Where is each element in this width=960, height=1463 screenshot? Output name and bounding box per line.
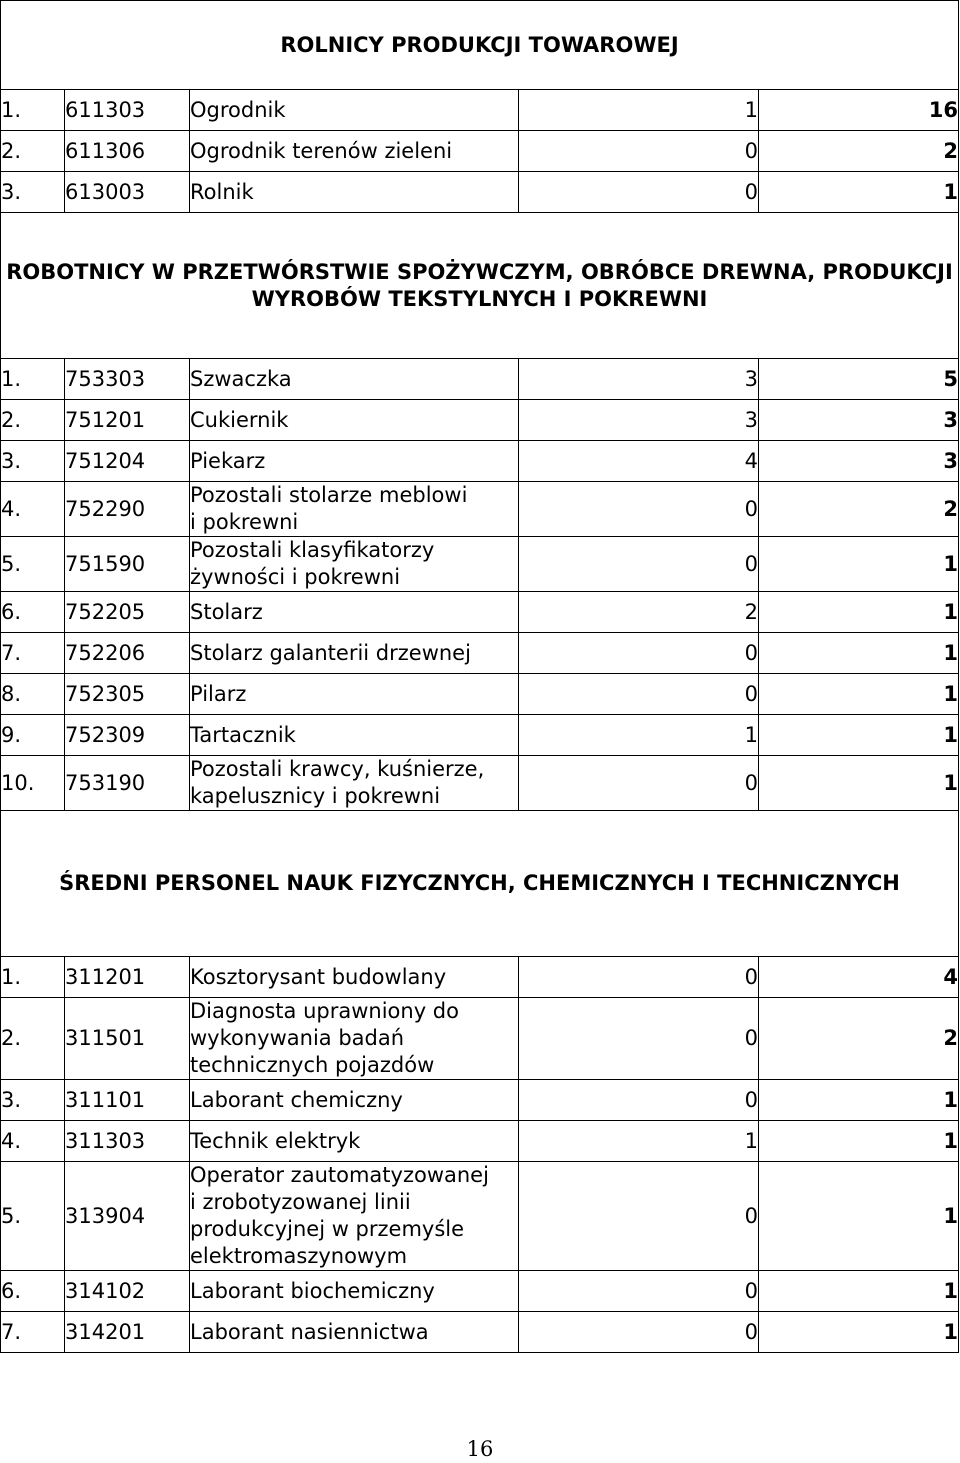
- value-b: 4: [759, 957, 959, 998]
- value-a: 1: [519, 715, 759, 756]
- occupation-code: 753190: [65, 756, 190, 811]
- occupation-name-line: i pokrewni: [190, 510, 299, 534]
- value-b: 1: [759, 592, 959, 633]
- occupation-name: Technik elektryk: [190, 1121, 519, 1162]
- table-row: [1, 592, 959, 633]
- occupation-code: 314102: [65, 1271, 190, 1312]
- occupation-code: 751204: [65, 441, 190, 482]
- value-b: 1: [759, 172, 959, 213]
- section-header: [1, 811, 959, 957]
- table-row: [1, 131, 959, 172]
- table-row: [1, 715, 959, 756]
- occupation-code: 751590: [65, 537, 190, 592]
- row-number: 2.: [1, 400, 65, 441]
- section-header: [1, 213, 959, 359]
- occupation-name: Rolnik: [190, 172, 519, 213]
- row-number: 5.: [1, 537, 65, 592]
- occupation-name: [190, 998, 519, 1080]
- table-row: [1, 756, 959, 811]
- occupation-code: 611303: [65, 90, 190, 131]
- occupation-name-line: wykonywania badań: [190, 1026, 405, 1050]
- value-b: 1: [759, 1162, 959, 1271]
- section-title-line: ROBOTNICY W PRZETWÓRSTWIE SPOŻYWCZYM, OBRÓBCE DREWNA, PRODUKCJI: [6, 259, 953, 284]
- value-b: 1: [759, 633, 959, 674]
- occupation-name: Tartacznik: [190, 715, 519, 756]
- table-row: [1, 400, 959, 441]
- occupation-name: Laborant nasiennictwa: [190, 1312, 519, 1353]
- value-a: 0: [519, 998, 759, 1080]
- occupation-name: Szwaczka: [190, 359, 519, 400]
- occupation-name: Pilarz: [190, 674, 519, 715]
- occupation-name: Kosztorysant budowlany: [190, 957, 519, 998]
- occupation-name: Stolarz galanterii drzewnej: [190, 633, 519, 674]
- value-b: 1: [759, 674, 959, 715]
- table-row: [1, 1271, 959, 1312]
- value-b: 1: [759, 537, 959, 592]
- value-b: 1: [759, 1121, 959, 1162]
- occupation-code: 752205: [65, 592, 190, 633]
- occupation-name: [190, 1162, 519, 1271]
- value-a: 0: [519, 674, 759, 715]
- value-b: 1: [759, 715, 959, 756]
- table-row: [1, 957, 959, 998]
- row-number: 4.: [1, 482, 65, 537]
- occupation-code: 753303: [65, 359, 190, 400]
- value-b: 3: [759, 441, 959, 482]
- occupation-code: 311201: [65, 957, 190, 998]
- occupation-code: 752309: [65, 715, 190, 756]
- row-number: 3.: [1, 1080, 65, 1121]
- row-number: 1.: [1, 90, 65, 131]
- row-number: 5.: [1, 1162, 65, 1271]
- occupation-code: 311303: [65, 1121, 190, 1162]
- occupation-name-line: Diagnosta uprawniony do: [190, 999, 459, 1023]
- occupation-code: 751201: [65, 400, 190, 441]
- value-b: 2: [759, 482, 959, 537]
- table-row: [1, 172, 959, 213]
- value-a: 0: [519, 1312, 759, 1353]
- occupation-name-line: elektromaszynowym: [190, 1244, 408, 1268]
- occupation-code: 313904: [65, 1162, 190, 1271]
- occupation-name: [190, 482, 519, 537]
- row-number: 7.: [1, 633, 65, 674]
- occupation-code: 314201: [65, 1312, 190, 1353]
- table-row: [1, 1121, 959, 1162]
- row-number: 4.: [1, 1121, 65, 1162]
- occupation-name: Laborant biochemiczny: [190, 1271, 519, 1312]
- occupation-name-line: technicznych pojazdów: [190, 1053, 435, 1077]
- table-row: [1, 537, 959, 592]
- occupation-name: Stolarz: [190, 592, 519, 633]
- value-b: 2: [759, 998, 959, 1080]
- value-a: 2: [519, 592, 759, 633]
- value-b: 1: [759, 1271, 959, 1312]
- value-b: 1: [759, 1312, 959, 1353]
- occupation-name-line: produkcyjnej w przemyśle: [190, 1217, 465, 1241]
- section-title: [1, 213, 959, 359]
- row-number: 8.: [1, 674, 65, 715]
- value-a: 0: [519, 756, 759, 811]
- value-a: 0: [519, 633, 759, 674]
- section-title: ROLNICY PRODUKCJI TOWAROWEJ: [1, 1, 959, 90]
- value-a: 0: [519, 957, 759, 998]
- occupation-name: [190, 537, 519, 592]
- occupation-name: Cukiernik: [190, 400, 519, 441]
- page-number: 16: [466, 1437, 494, 1461]
- value-a: 0: [519, 172, 759, 213]
- occupation-name: Ogrodnik terenów zieleni: [190, 131, 519, 172]
- section-title-line: WYROBÓW TEKSTYLNYCH I POKREWNI: [251, 286, 708, 311]
- row-number: 3.: [1, 172, 65, 213]
- table-row: [1, 90, 959, 131]
- row-number: 7.: [1, 1312, 65, 1353]
- occupation-name-line: żywności i pokrewni: [190, 565, 401, 589]
- table-row: [1, 674, 959, 715]
- occupation-code: 311101: [65, 1080, 190, 1121]
- table-row: [1, 482, 959, 537]
- row-number: 10.: [1, 756, 65, 811]
- row-number: 6.: [1, 592, 65, 633]
- occupation-name-line: Pozostali stolarze meblowi: [190, 483, 468, 507]
- occupation-name-line: i zrobotyzowanej linii: [190, 1190, 411, 1214]
- occupation-code: 752290: [65, 482, 190, 537]
- table-row: [1, 359, 959, 400]
- row-number: 6.: [1, 1271, 65, 1312]
- row-number: 9.: [1, 715, 65, 756]
- occupation-code: 613003: [65, 172, 190, 213]
- occupation-name: Ogrodnik: [190, 90, 519, 131]
- occupation-name-line: Operator zautomatyzowanej: [190, 1163, 489, 1187]
- value-a: 0: [519, 1162, 759, 1271]
- section-title: ŚREDNI PERSONEL NAUK FIZYCZNYCH, CHEMICZNYCH I TECHNICZNYCH: [1, 811, 959, 957]
- table-row: [1, 1162, 959, 1271]
- value-a: 3: [519, 359, 759, 400]
- occupation-name: Piekarz: [190, 441, 519, 482]
- value-a: 1: [519, 90, 759, 131]
- table-row: [1, 441, 959, 482]
- row-number: 1.: [1, 359, 65, 400]
- occupation-name: Laborant chemiczny: [190, 1080, 519, 1121]
- value-b: 5: [759, 359, 959, 400]
- row-number: 2.: [1, 998, 65, 1080]
- occupation-code: 611306: [65, 131, 190, 172]
- value-a: 4: [519, 441, 759, 482]
- value-a: 0: [519, 131, 759, 172]
- value-b: 1: [759, 1080, 959, 1121]
- section-header: [1, 1, 959, 90]
- occupation-code: 311501: [65, 998, 190, 1080]
- table-row: [1, 633, 959, 674]
- value-a: 0: [519, 482, 759, 537]
- row-number: 2.: [1, 131, 65, 172]
- occupation-name-line: Pozostali krawcy, kuśnierze,: [190, 757, 485, 781]
- row-number: 1.: [1, 957, 65, 998]
- value-b: 3: [759, 400, 959, 441]
- value-a: 0: [519, 1271, 759, 1312]
- occupation-name-line: Pozostali klasyfikatorzy: [190, 538, 435, 562]
- value-a: 0: [519, 537, 759, 592]
- value-b: 1: [759, 756, 959, 811]
- table-row: [1, 998, 959, 1080]
- value-a: 0: [519, 1080, 759, 1121]
- row-number: 3.: [1, 441, 65, 482]
- occupation-code: 752305: [65, 674, 190, 715]
- value-a: 1: [519, 1121, 759, 1162]
- occupation-name-line: kapelusznicy i pokrewni: [190, 784, 441, 808]
- value-b: 2: [759, 131, 959, 172]
- table-row: [1, 1312, 959, 1353]
- value-b: 16: [759, 90, 959, 131]
- occupation-name: [190, 756, 519, 811]
- occupation-code: 752206: [65, 633, 190, 674]
- table-row: [1, 1080, 959, 1121]
- value-a: 3: [519, 400, 759, 441]
